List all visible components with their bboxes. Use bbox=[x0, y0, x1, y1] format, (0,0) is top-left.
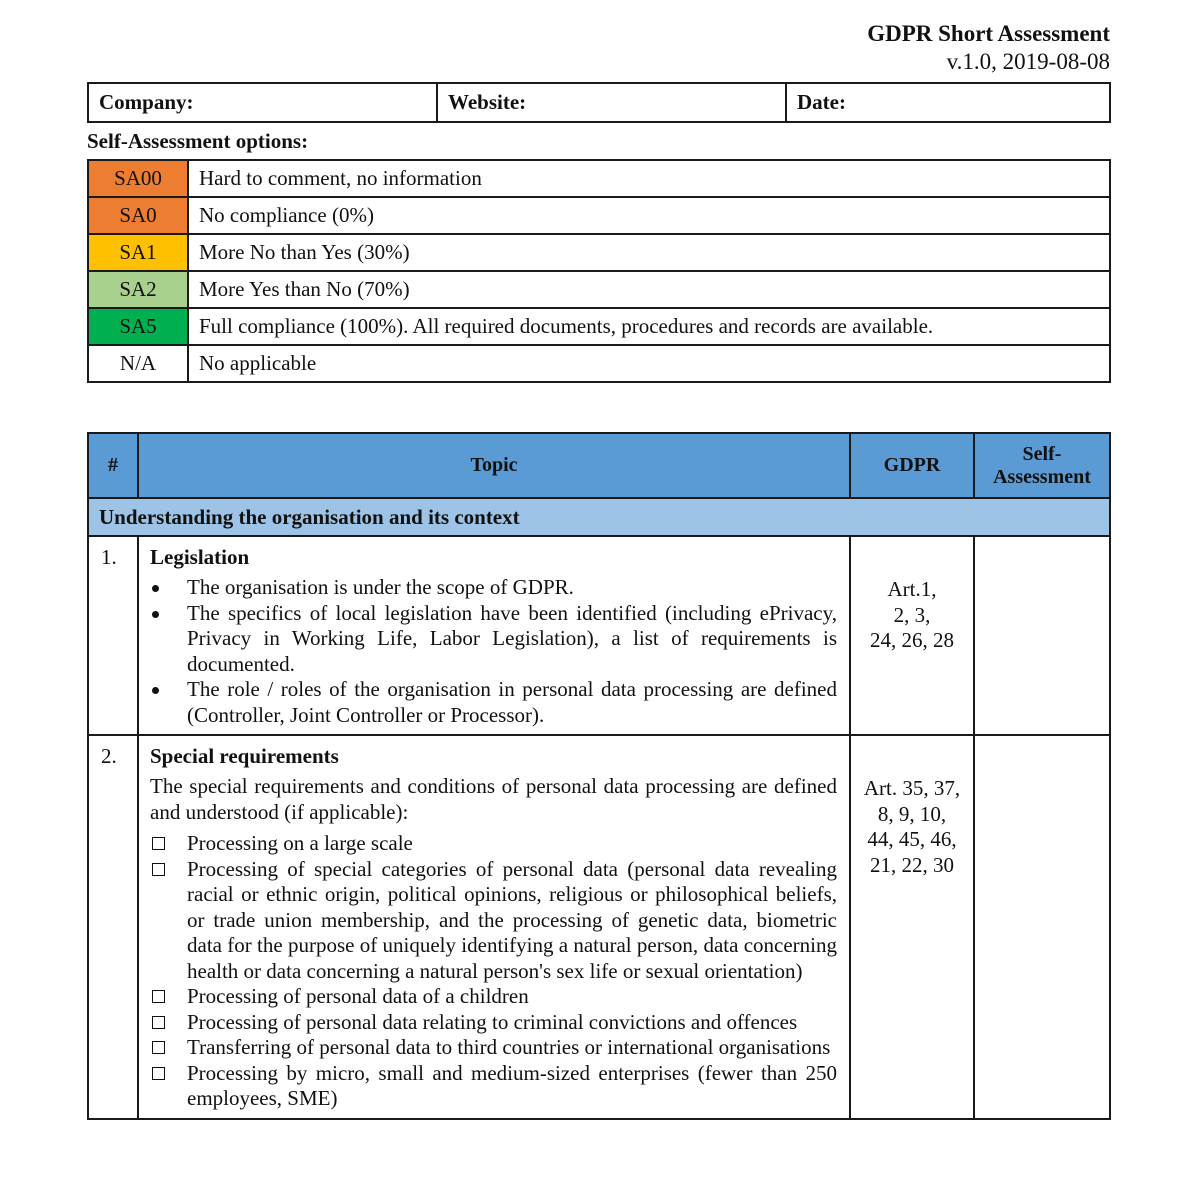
checkbox-item[interactable] bbox=[150, 831, 837, 857]
bullet-item: The specifics of local legislation have been identified (including ePrivacy, Privacy in Working Life, Labor Legislation), a list of requirements is documented. bbox=[150, 601, 837, 678]
option-row-sa2 bbox=[88, 271, 1110, 308]
checkbox-icon[interactable] bbox=[152, 1016, 165, 1029]
checkbox-label: Processing of personal data relating to criminal convictions and offences bbox=[187, 1009, 798, 1034]
option-code: SA1 bbox=[88, 234, 188, 271]
table-row bbox=[88, 536, 1110, 735]
row-number: 2. bbox=[88, 735, 138, 1119]
checkbox-item[interactable] bbox=[150, 1061, 837, 1112]
gdpr-line: 21, 22, 30 bbox=[870, 852, 954, 877]
option-row-sa00 bbox=[88, 160, 1110, 197]
option-code: SA2 bbox=[88, 271, 188, 308]
gdpr-line: 24, 26, 28 bbox=[870, 628, 954, 652]
checkbox-icon[interactable] bbox=[152, 1067, 165, 1080]
row-intro: The special requirements and conditions of personal data processing are defined and understood (if applicable): bbox=[150, 774, 837, 824]
bullet-item: The organisation is under the scope of GDPR. bbox=[150, 575, 837, 601]
option-desc: No compliance (0%) bbox=[188, 197, 1110, 234]
option-row-sa0 bbox=[88, 197, 1110, 234]
date-field[interactable] bbox=[786, 83, 1110, 122]
option-row-sa1 bbox=[88, 234, 1110, 271]
table-row bbox=[88, 735, 1110, 1119]
checkbox-item[interactable] bbox=[150, 857, 837, 985]
bullet-item: The role / roles of the organisation in personal data processing are defined (Controller, Joint Controller or Processor). bbox=[150, 677, 837, 728]
website-field[interactable] bbox=[437, 83, 786, 122]
option-code: N/A bbox=[88, 345, 188, 382]
row-number: 1. bbox=[88, 536, 138, 735]
checkbox-list bbox=[150, 831, 837, 1112]
gdpr-line: 8, 9, 10, bbox=[877, 801, 947, 826]
col-header-num: # bbox=[88, 433, 138, 498]
col-header-sa-line1: Self- bbox=[1022, 442, 1062, 465]
gdpr-line: Art. 35, 37, bbox=[863, 776, 961, 800]
checkbox-item[interactable] bbox=[150, 1010, 837, 1036]
options-table bbox=[87, 159, 1111, 383]
gdpr-line: 2, 3, bbox=[893, 602, 931, 627]
gdpr-line: Art.1, bbox=[887, 577, 937, 601]
row-gdpr-articles bbox=[850, 735, 974, 1119]
website-label: Website: bbox=[448, 90, 527, 114]
assessment-table bbox=[87, 432, 1111, 1120]
option-desc: More No than Yes (30%) bbox=[188, 234, 1110, 271]
option-desc: Full compliance (100%). All required documents, procedures and records are available. bbox=[188, 308, 1110, 345]
checkbox-label: Transferring of personal data to third countries or international organisations bbox=[187, 1035, 831, 1059]
row-topic bbox=[138, 536, 850, 735]
col-header-gdpr: GDPR bbox=[850, 433, 974, 498]
checkbox-label: Processing of personal data of a children bbox=[187, 984, 529, 1008]
table-header-row bbox=[88, 433, 1110, 498]
option-desc: No applicable bbox=[188, 345, 1110, 382]
row-self-assessment-cell[interactable] bbox=[974, 536, 1110, 735]
company-field[interactable] bbox=[88, 83, 437, 122]
section-title: Understanding the organisation and its context bbox=[88, 498, 1110, 536]
option-code: SA00 bbox=[88, 160, 188, 197]
gdpr-line: 44, 45, 46, bbox=[867, 827, 957, 851]
option-desc: More Yes than No (70%) bbox=[188, 271, 1110, 308]
option-row-na bbox=[88, 345, 1110, 382]
document-header bbox=[867, 20, 1110, 76]
row-self-assessment-cell[interactable] bbox=[974, 735, 1110, 1119]
checkbox-label: Processing of special categories of personal data (personal data revealing racial or ethnic origin, political opinions, religious or philosophical beliefs, or trade union membership, and the processing of genetic data, biometric data for the purpose of uniquely identifying a natural person, data concerning health or data concerning a natural person's sex life or sexual orientation) bbox=[187, 856, 837, 983]
section-row bbox=[88, 498, 1110, 536]
row-topic bbox=[138, 735, 850, 1119]
document-version: v.1.0, 2019-08-08 bbox=[946, 49, 1110, 74]
option-desc: Hard to comment, no information bbox=[188, 160, 1110, 197]
checkbox-icon[interactable] bbox=[152, 837, 165, 850]
col-header-topic: Topic bbox=[138, 433, 850, 498]
row-title: Legislation bbox=[150, 545, 250, 569]
checkbox-label: Processing by micro, small and medium-sized enterprises (fewer than 250 employees, SME) bbox=[187, 1060, 837, 1110]
checkbox-icon[interactable] bbox=[152, 1041, 165, 1054]
date-label: Date: bbox=[797, 90, 846, 114]
checkbox-item[interactable] bbox=[150, 984, 837, 1010]
info-table bbox=[87, 82, 1111, 123]
options-heading: Self-Assessment options: bbox=[87, 129, 309, 153]
option-row-sa5 bbox=[88, 308, 1110, 345]
document-title: GDPR Short Assessment bbox=[867, 21, 1110, 46]
company-label: Company: bbox=[99, 90, 194, 114]
col-header-self-assessment bbox=[974, 433, 1110, 498]
row-title: Special requirements bbox=[150, 744, 339, 768]
bullet-list bbox=[150, 575, 837, 728]
col-header-sa-line2: Assessment bbox=[993, 465, 1091, 488]
checkbox-item[interactable] bbox=[150, 1035, 837, 1061]
checkbox-icon[interactable] bbox=[152, 990, 165, 1003]
checkbox-icon[interactable] bbox=[152, 863, 165, 876]
row-gdpr-articles bbox=[850, 536, 974, 735]
checkbox-label: Processing on a large scale bbox=[187, 831, 413, 855]
option-code: SA0 bbox=[88, 197, 188, 234]
option-code: SA5 bbox=[88, 308, 188, 345]
